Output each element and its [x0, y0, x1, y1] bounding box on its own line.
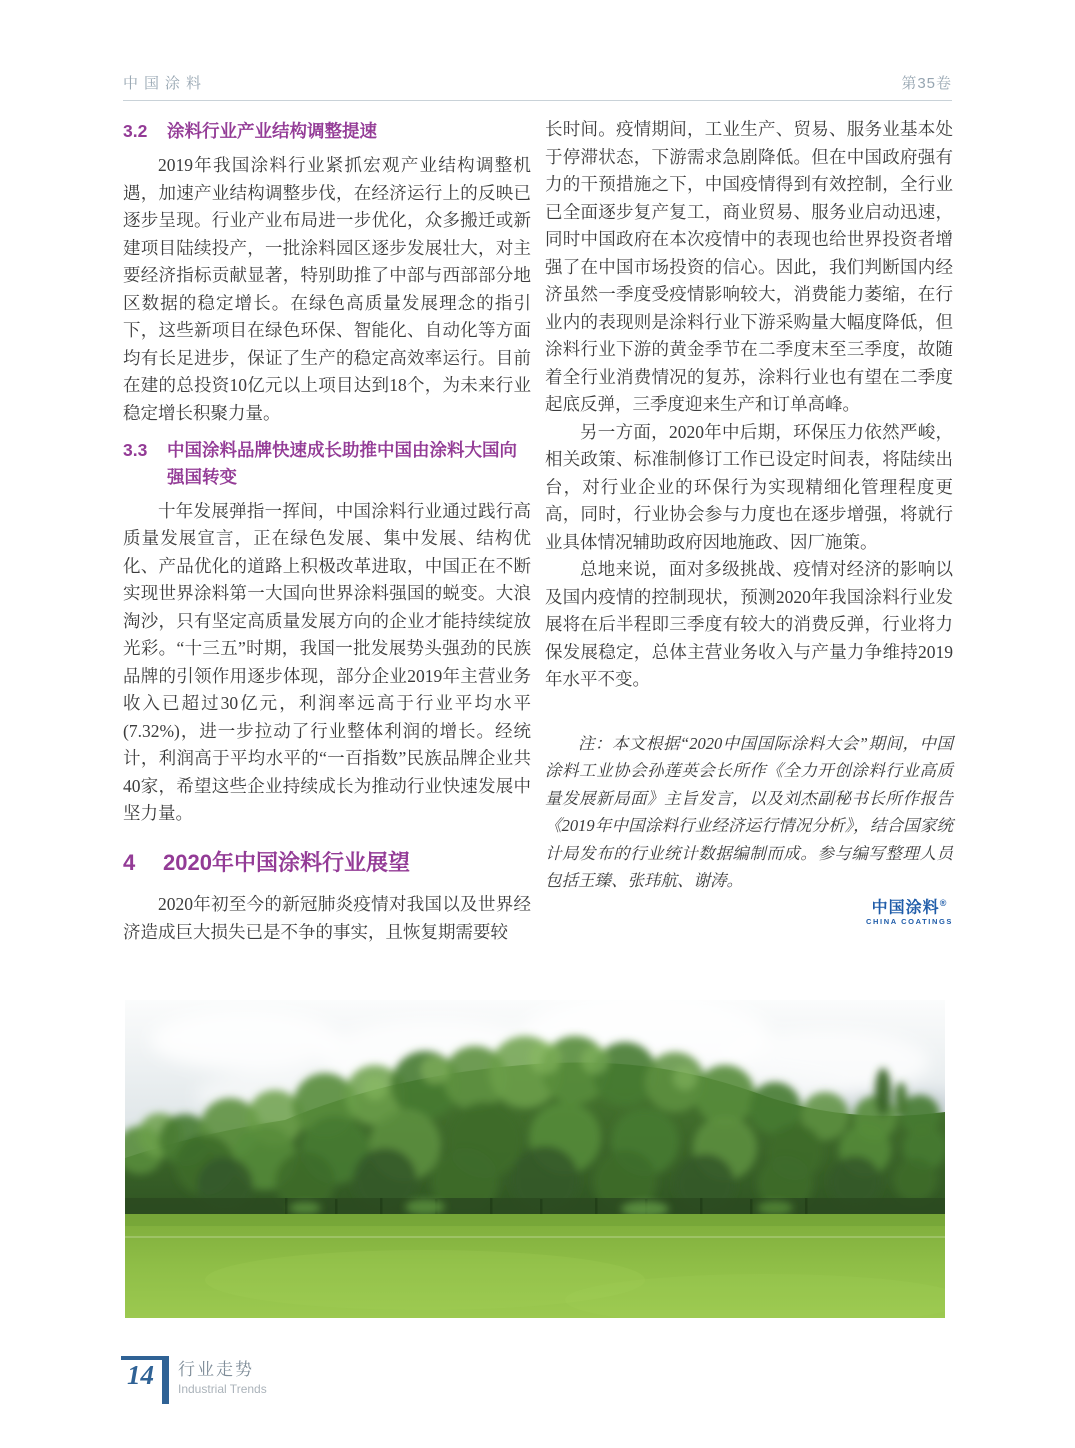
section-3-3-number: 3.3: [123, 440, 148, 461]
section-3-2-number: 3.2: [123, 121, 148, 141]
chapter-4-title: 2020年中国涂料行业展望: [163, 849, 410, 875]
section-3-3-heading: [123, 437, 531, 490]
logo-en-text: CHINA COATINGS: [866, 917, 953, 927]
header-journal-title: 中国涂料: [123, 75, 208, 92]
paragraph-continuation: 长时间。疫情期间，工业生产、贸易、服务业基本处于停滞状态，下游需求急剧降低。但在中国政府强有力的干预措施之下，中国疫情得到有效控制，全行业已全面逐步复产复工，商业贸易、服务业启动迅速，同时中国政府在本次疫情中的表现也给世界投资者增强了在中国市场投资的信心。因此，我们判断国内经济虽然一季度受疫情影响较大，消费能力萎缩，在行业内的表现则是涂料行业下游采购量大幅度降低，但涂料行业下游的黄金季节在二季度末至三季度，故随着全行业消费情况的复苏，涂料行业也有望在二季度起底反弹，三季度迎来生产和订单高峰。: [545, 119, 953, 414]
footer: [121, 1356, 267, 1404]
footer-section-title-en: Industrial Trends: [178, 1382, 267, 1397]
logo-cn-text: 中国涂料®: [871, 897, 948, 916]
chapter-4-number: 4: [123, 849, 136, 875]
registered-mark: ®: [939, 897, 948, 908]
landscape-photo-art: [125, 1000, 945, 1318]
right-column: [545, 116, 953, 926]
section-3-3-title: 中国涂料品牌快速成长助推中国由涂料大国向强国转变: [167, 440, 517, 487]
paragraph-4-intro: 2020年初至今的新冠肺炎疫情对我国以及世界经济造成巨大损失已是不争的事实，且恢复期需要较: [123, 894, 531, 942]
footer-page-number: 14: [127, 1360, 154, 1390]
paragraph-3-3: 十年发展弹指一挥间，中国涂料行业通过践行高质量发展宣言，正在绿色发展、集中发展、结构优化、产品优化的道路上积极改革进取，中国正在不断实现世界涂料第一大国向世界涂料强国的蜕变。大浪淘沙，只有坚定高质量发展方向的企业才能持续绽放光彩。“十三五”时期，我国一批发展势头强劲的民族品牌的引领作用逐步体现，部分企业2019年主营业务收入已超过30亿元，利润率远高于行业平均水平(7.32%)，进一步拉动了行业整体利润的增长。经统计，利润高于平均水平的“一百指数”民族品牌企业共40家，希望这些企业持续成长为推动行业快速发展中坚力量。: [123, 500, 531, 824]
chapter-4-heading: [123, 848, 531, 878]
landscape-photo: [125, 1000, 945, 1318]
header-divider: [123, 100, 952, 101]
note-paragraph: 注：本文根据“2020中国国际涂料大会”期间，中国涂料工业协会孙莲英会长所作《全力开创涂料行业高质量发展新局面》主旨发言，以及刘杰副秘书长所作报告《2019年中国涂料行业经济运行情况分析》，结合国家统计局发布的行业统计数据编制而成。参与编写整理人员包括王臻、张玮航、谢涛。: [545, 733, 953, 890]
paragraph-forecast: 总地来说，面对多级挑战、疫情对经济的影响以及国内疫情的控制现状，预测2020年我国涂料行业发展将在后半程即三季度有较大的消费反弹，行业将力保发展稳定，总体主营业务收入与产量力争维持2019年水平不变。: [545, 559, 953, 689]
footer-section-title-cn: 行业走势: [178, 1360, 254, 1379]
section-3-2-heading: [123, 118, 531, 144]
paragraph-policy: 另一方面，2020年中后期，环保压力依然严峻，相关政策、标准制修订工作已设定时间表，将陆续出台，对行业企业的环保行为实现精细化管理程度更高，同时，行业协会参与力度也在逐步增强，将就行业具体情况辅助政府因地施政、因厂施策。: [545, 421, 953, 552]
footer-accent-bar: [162, 1356, 169, 1404]
header-volume-label: 第35卷: [901, 75, 952, 92]
china-coatings-logo: [866, 899, 953, 927]
paragraph-3-2: 2019年我国涂料行业紧抓宏观产业结构调整机遇，加速产业结构调整步伐，在经济运行上的反映已逐步呈现。行业产业布局进一步优化，众多搬迁或新建项目陆续投产，一批涂料园区逐步发展壮大，对主要经济指标贡献显著，特别助推了中部与西部部分地区数据的稳定增长。在绿色高质量发展理念的指引下，这些新项目在绿色环保、智能化、自动化等方面均有长足进步，保证了生产的稳定高效率运行。目前在建的总投资10亿元以上项目达到18个，为未来行业稳定增长积聚力量。: [123, 155, 531, 423]
section-3-2-title: 涂料行业产业结构调整提速: [167, 121, 377, 141]
left-column: [123, 116, 531, 946]
footer-section: [178, 1356, 267, 1396]
footer-page-number-box: [121, 1356, 162, 1395]
